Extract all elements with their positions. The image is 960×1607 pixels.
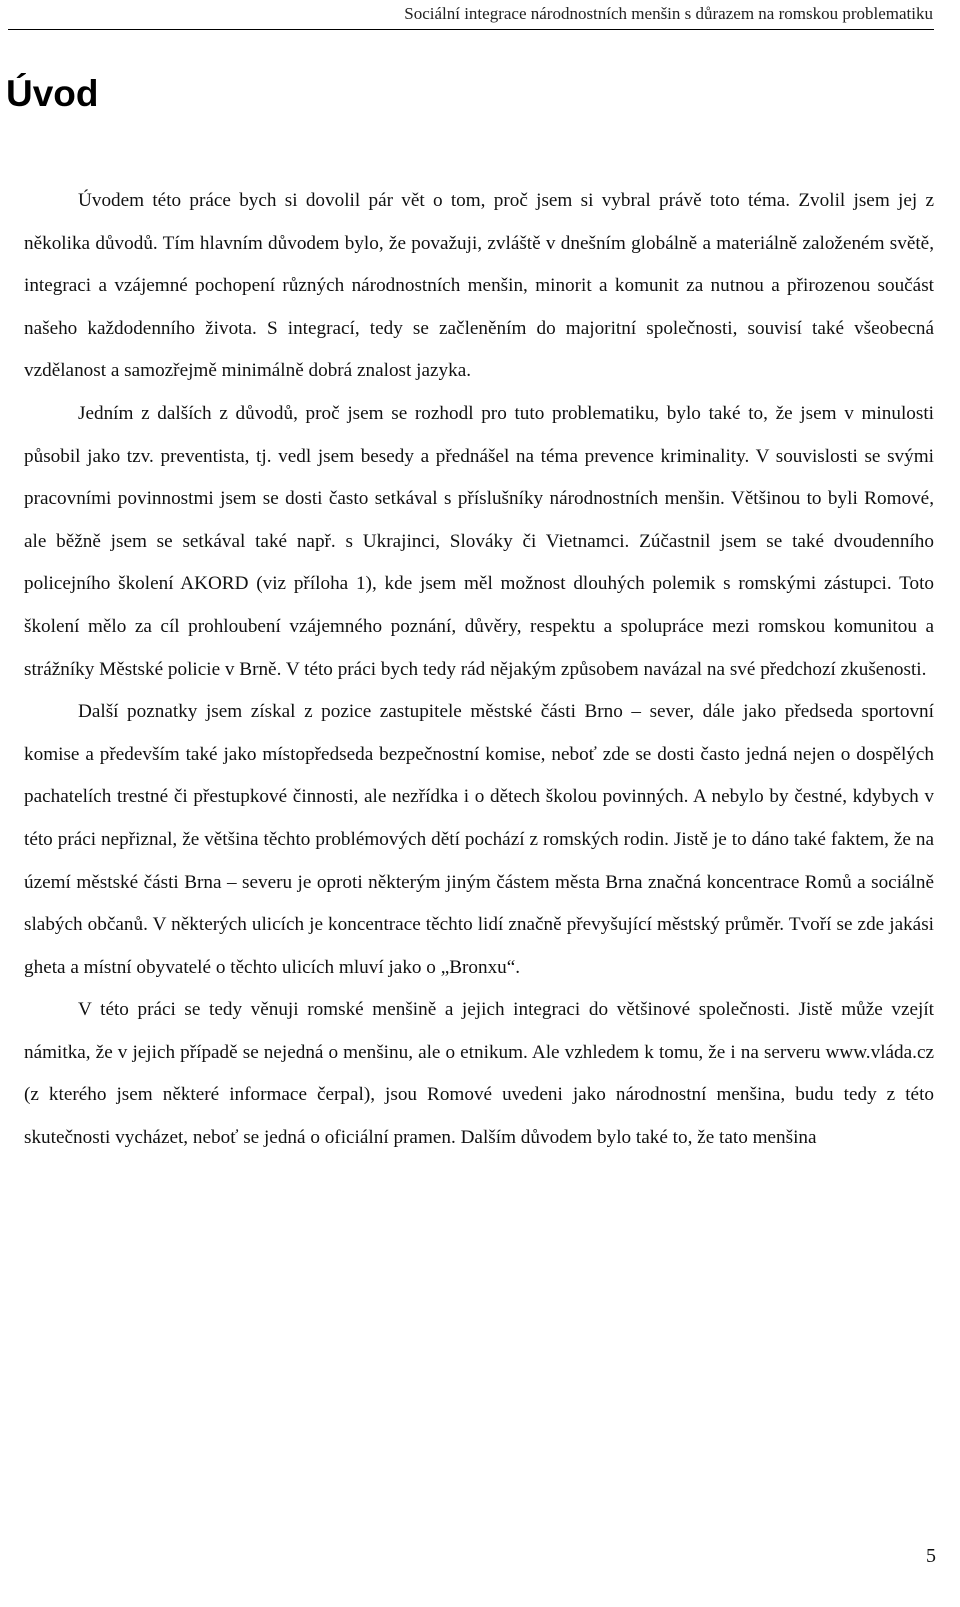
running-header: Sociální integrace národnostních menšin s důrazem na romskou problematiku [404, 4, 933, 23]
paragraph-2: Jedním z dalších z důvodů, proč jsem se rozhodl pro tuto problematiku, bylo také to, že jsem v minulosti působil jako tzv. preventista, tj. vedl jsem besedy a přednášel na téma prevence kriminality. V souvislosti se svými pracovními povinnostmi jsem se dosti často setkával s příslušníky národnostních menšin. Většinou to byli Romové, ale běžně jsem se setkával také např. s Ukrajinci, Slováky či Vietnamci. Zúčastnil jsem se také dvoudenního policejního školení AKORD (viz příloha 1), kde jsem měl možnost dlouhých polemik s romskými zástupci. Toto školení mělo za cíl prohloubení vzájemného poznání, důvěry, respektu a spolupráce mezi romskou komunitou a strážníky Městské policie v Brně. V této práci bych tedy rád nějakým způsobem navázal na své předchozí zkušenosti. [24, 402, 934, 680]
page-number: 5 [926, 1545, 936, 1567]
paragraph-4: V této práci se tedy věnuji romské menšině a jejich integraci do většinové společnosti. Jistě může vzejít námitka, že v jejich případě se nejedná o menšinu, ale o etnikum. Ale vzhledem k tomu, že i na serveru www.vláda.cz (z kterého jsem některé informace čerpal), jsou Romové uvedeni jako národnostní menšina, budu tedy z této skutečnosti vycházet, neboť se jedná o oficiální pramen. Dalším důvodem bylo také to, že tato menšina [24, 999, 934, 1149]
body-text [24, 180, 934, 1160]
chapter-title: Úvod [6, 73, 99, 114]
paragraph-3: Další poznatky jsem získal z pozice zastupitele městské části Brno – sever, dále jako předseda sportovní komise a především také jako místopředseda bezpečnostní komise, neboť zde se dosti často jedná nejen o dospělých pachatelích trestné či přestupkové činnosti, ale nezřídka i o dětech školou povinných. A nebylo by čestné, kdybych v této práci nepřiznal, že většina těchto problémových dětí pochází z romských rodin. Jistě je to dáno také faktem, že na území městské části Brna – severu je oproti některým jiným částem města Brna značná koncentrace Romů a sociálně slabých občanů. V některých ulicích je koncentrace těchto lidí značně převyšující městský průměr. Tvoří se zde jakási gheta a místní obyvatelé o těchto ulicích mluví jako o „Bronxu“. [24, 701, 934, 978]
paragraph-1: Úvodem této práce bych si dovolil pár vět o tom, proč jsem si vybral právě toto téma. Zvolil jsem jej z několika důvodů. Tím hlavním důvodem bylo, že považuji, zvláště v dnešním globálně a materiálně založeném světě, integraci a vzájemné pochopení různých národnostních menšin, minorit a komunit za nutnou a přirozenou součást našeho každodenního života. S integrací, tedy se začleněním do majoritní společnosti, souvisí také všeobecná vzdělanost a samozřejmě minimálně dobrá znalost jazyka. [24, 190, 934, 382]
header-divider [8, 29, 934, 30]
